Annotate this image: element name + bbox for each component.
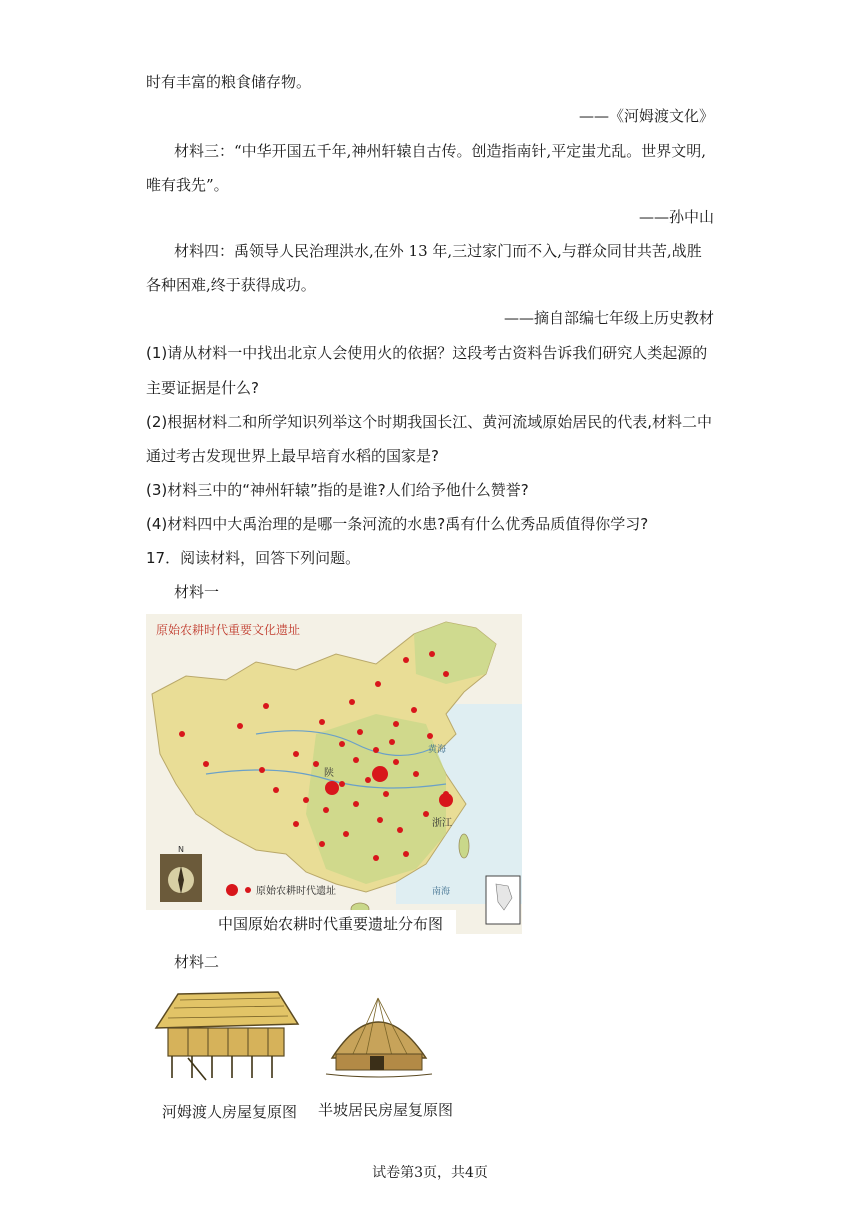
- source-line: ——摘自部编七年级上历史教材: [503, 309, 714, 327]
- label-huanghai: 黄海: [428, 745, 447, 755]
- material-two-label: 材料二: [174, 953, 220, 971]
- source-line: ——《河姆渡文化》: [578, 107, 714, 125]
- page-footer: 试卷第3页，共4页: [372, 1165, 488, 1181]
- south-sea-inset: [486, 876, 520, 924]
- label-zhejiang: 浙江: [432, 818, 452, 829]
- question-2: (2)根据材料二和所学知识列举这个时期我国长江、黄河流域原始居民的代表,材料二中: [146, 413, 713, 431]
- hemudu-caption: 河姆渡人房屋复原图: [162, 1103, 298, 1121]
- hemudu-house-image: [148, 988, 302, 1084]
- question-17: 17．阅读材料，回答下列问题。: [146, 549, 361, 567]
- label-nanhai: 南海: [432, 887, 451, 897]
- material-three-cont: 唯有我先”。: [146, 176, 229, 194]
- china-map: [146, 614, 522, 934]
- source-line: ——孙中山: [638, 208, 714, 226]
- question-1-cont: 主要证据是什么?: [146, 379, 259, 397]
- material-one-label: 材料一: [174, 583, 220, 601]
- question-3: (3)材料三中的“神州轩辕”指的是谁?人们给予他什么赞誉?: [146, 481, 529, 499]
- question-4: (4)材料四中大禹治理的是哪一条河流的水患?禹有什么优秀品质值得你学习?: [146, 515, 649, 533]
- svg-text:N: N: [178, 845, 184, 854]
- china-map-figure: [146, 614, 522, 934]
- text-line: 时有丰富的粮食储存物。: [146, 73, 312, 91]
- label-shaanxi: 陕: [324, 768, 334, 779]
- hemudu-house-figure: [148, 988, 302, 1084]
- material-four-cont: 各种困难,终于获得成功。: [146, 276, 316, 294]
- banpo-house-figure: [322, 992, 436, 1084]
- question-2-cont: 通过考古发现世界上最早培育水稻的国家是?: [146, 447, 439, 465]
- material-three: 材料三：“中华开国五千年,神州轩辕自古传。创造指南针,平定蚩尤乱。世界文明,: [174, 142, 706, 160]
- svg-text:原始农耕时代遗址: 原始农耕时代遗址: [256, 886, 336, 897]
- material-four: 材料四：禹领导人民治理洪水,在外 13 年,三过家门而不入,与群众同甘共苦,战胜: [174, 242, 702, 260]
- banpo-house-image: [322, 992, 436, 1084]
- map-title: 原始农耕时代重要文化遗址: [156, 623, 301, 637]
- map-caption: 中国原始农耕时代重要遗址分布图: [218, 915, 444, 933]
- banpo-caption: 半坡居民房屋复原图: [318, 1101, 454, 1119]
- question-1: (1)请从材料一中找出北京人会使用火的依据？这段考古资料告诉我们研究人类起源的: [146, 344, 708, 362]
